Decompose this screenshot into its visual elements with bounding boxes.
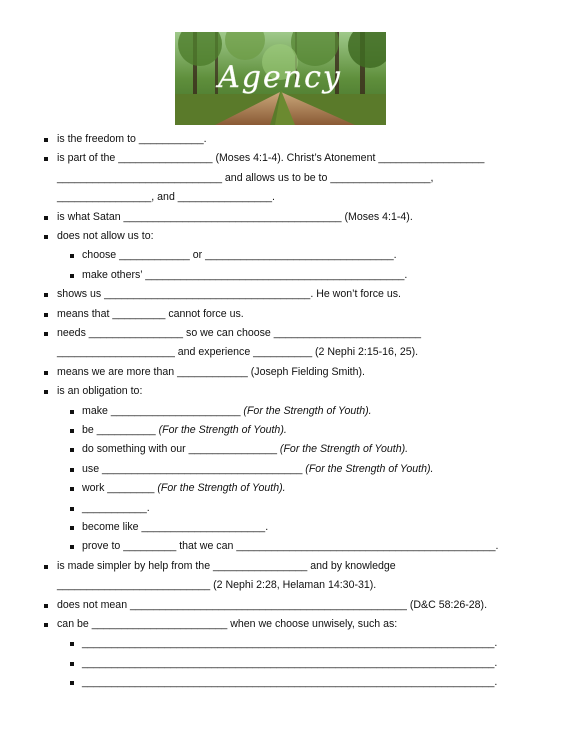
bullet-marker [70, 429, 74, 433]
bullet-marker [44, 157, 48, 161]
worksheet-line-text: make others’ ____________________________________________. [82, 268, 408, 281]
worksheet-line-text: choose ____________ or ________________________________. [82, 249, 397, 262]
worksheet-line [57, 385, 142, 398]
worksheet-line [82, 269, 407, 282]
bullet-marker [70, 410, 74, 414]
worksheet-line-text: can be _______________________ when we choose unwisely, such as: [57, 618, 398, 630]
worksheet-line-text: means we are more than ____________ (Joseph Fielding Smith). [57, 365, 365, 378]
worksheet-line-reference: (For the Strength of Youth). [158, 424, 287, 436]
worksheet-line-text: do something with our _______________ [82, 443, 277, 456]
worksheet-line [57, 288, 401, 301]
worksheet-line [82, 424, 287, 437]
worksheet-line-text: ________________, and ________________. [57, 191, 275, 204]
bullet-marker [70, 448, 74, 452]
worksheet-line [57, 172, 433, 185]
bullet-marker [70, 526, 74, 530]
worksheet-line [57, 152, 484, 165]
worksheet-line-text: make ______________________ [82, 404, 241, 417]
worksheet-line-reference: (For the Strength of Youth). [305, 462, 434, 475]
worksheet-line-reference: (For the Strength of Youth). [279, 443, 409, 456]
header-image-forest-path [175, 32, 386, 125]
forest-path-illustration [175, 32, 386, 125]
worksheet-line-text: is part of the ________________ (Moses 4:1-4). Christ’s Atonement __________________ [57, 152, 485, 165]
bullet-marker [44, 235, 48, 239]
worksheet-line [57, 346, 418, 359]
worksheet-line [82, 482, 286, 495]
bullet-marker [44, 138, 48, 142]
worksheet-line-text: ____________________ and experience __________ (2 Nephi 2:15-16, 25). [57, 346, 419, 359]
worksheet-line [82, 540, 499, 553]
bullet-marker [44, 332, 48, 336]
worksheet-line-text: shows us ___________________________________. He won’t force us. [57, 288, 401, 301]
worksheet-line [57, 230, 154, 243]
bullet-marker [70, 681, 74, 685]
bullet-marker [70, 468, 74, 472]
worksheet-line [82, 521, 268, 534]
worksheet-line-text: means that _________ cannot force us. [57, 307, 244, 320]
bullet-marker [44, 565, 48, 569]
worksheet-line-text: is an obligation to: [57, 385, 143, 398]
worksheet-line-text: ___________. [82, 501, 150, 514]
worksheet-line-text: does not allow us to: [57, 230, 154, 242]
worksheet-line-text: work ________ [82, 482, 155, 495]
bullet-marker [70, 642, 74, 646]
bullet-marker [44, 293, 48, 297]
worksheet-line-text: be __________ [82, 424, 156, 436]
worksheet-line [57, 618, 397, 631]
title-script: Agency [218, 60, 342, 95]
worksheet-line-reference: (For the Strength of Youth). [157, 482, 286, 495]
bullet-marker [70, 487, 74, 491]
worksheet-line [82, 443, 408, 456]
bullet-marker [70, 254, 74, 258]
worksheet-line [57, 133, 207, 146]
worksheet-line-text: is the freedom to ___________. [57, 133, 207, 145]
worksheet-line-text: is what Satan _____________________________________ (Moses 4:1-4). [57, 210, 413, 223]
bullet-marker [44, 216, 48, 220]
worksheet-line-text: become like _____________________. [82, 521, 269, 533]
bullet-marker [44, 390, 48, 394]
worksheet-line-text: needs ________________ so we can choose _________________________ [57, 327, 422, 339]
worksheet-line [82, 676, 497, 689]
bullet-marker [70, 507, 74, 511]
worksheet-line [57, 327, 421, 340]
bullet-marker [44, 371, 48, 375]
worksheet-line [57, 599, 487, 612]
worksheet-line [57, 560, 396, 573]
worksheet-line [57, 366, 365, 379]
worksheet-line [82, 502, 150, 515]
worksheet-line-text: __________________________ (2 Nephi 2:28, Helaman 14:30-31). [57, 579, 377, 592]
worksheet-line [82, 463, 433, 476]
worksheet-line [57, 211, 413, 224]
worksheet-line [82, 637, 497, 650]
worksheet-line [57, 308, 244, 321]
worksheet-line [82, 405, 372, 418]
worksheet-line-text: ______________________________________________________________________. [82, 656, 498, 669]
worksheet-line-text: does not mean _______________________________________________ (D&C 58:26-28). [57, 598, 488, 611]
bullet-marker [70, 274, 74, 278]
worksheet-line-text: ______________________________________________________________________. [82, 676, 498, 689]
worksheet-line-text: ____________________________ and allows us to be to _________________, [57, 171, 434, 184]
worksheet-line-text: is made simpler by help from the ________________ and by knowledge [57, 559, 396, 572]
worksheet-line-reference: (For the Strength of Youth). [243, 404, 372, 417]
worksheet-line-text: prove to _________ that we can ____________________________________________. [82, 540, 499, 553]
bullet-marker [44, 623, 48, 627]
worksheet-line-text: ______________________________________________________________________. [82, 637, 498, 650]
bullet-marker [44, 313, 48, 317]
worksheet-line [57, 579, 376, 592]
bullet-marker [70, 662, 74, 666]
worksheet-line [57, 191, 275, 204]
bullet-marker [44, 604, 48, 608]
bullet-marker [70, 545, 74, 549]
worksheet-line [82, 657, 497, 670]
worksheet-line-text: use __________________________________ [82, 462, 303, 475]
worksheet-line [82, 249, 397, 262]
